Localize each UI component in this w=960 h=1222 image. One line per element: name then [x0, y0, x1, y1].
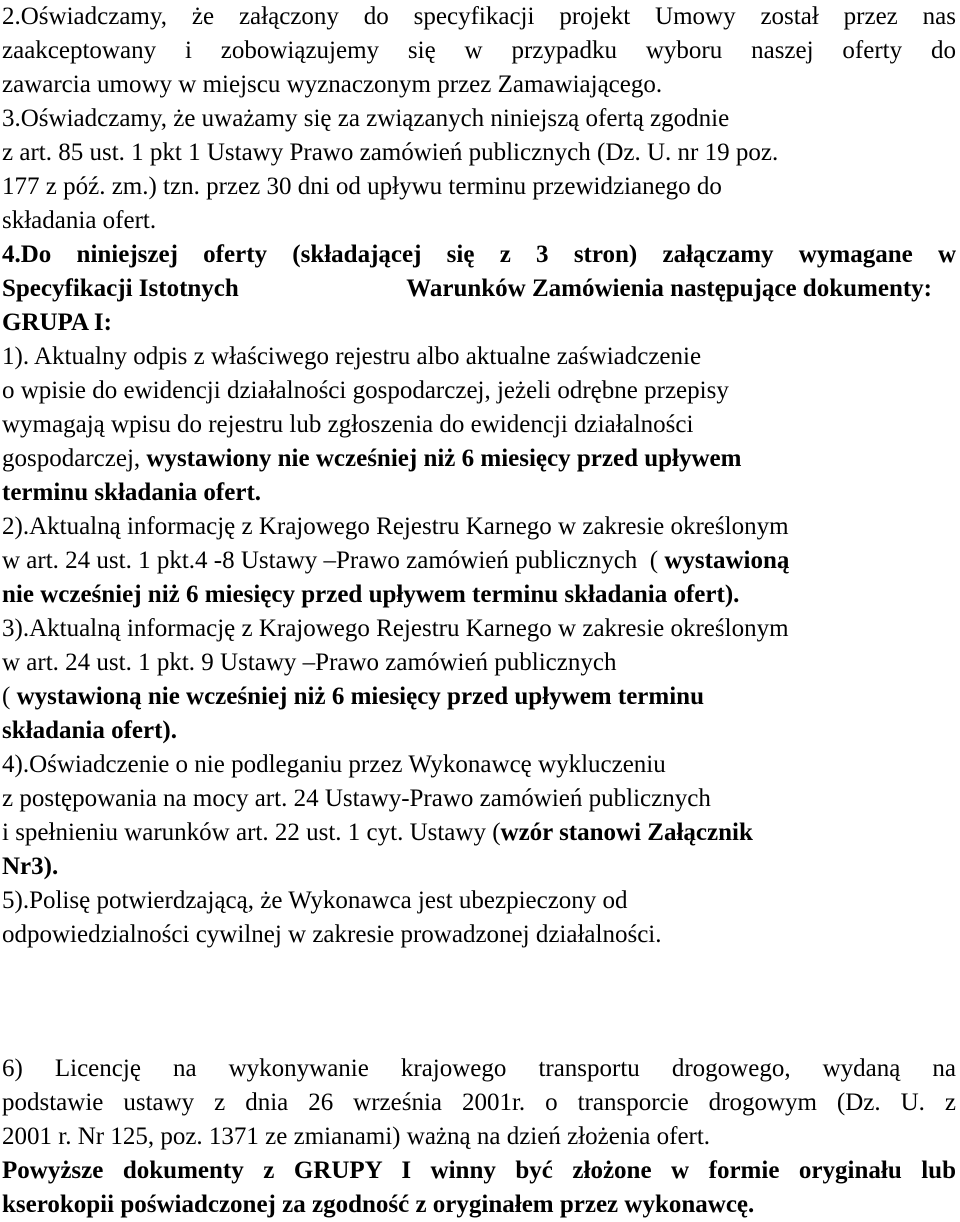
text-line: 5).Polisę potwierdzającą, że Wykonawca jest ubezpieczony od — [2, 887, 628, 914]
text-line: terminu składania ofert. — [2, 479, 262, 506]
spacer — [2, 952, 956, 1052]
text-line: kserokopii poświadczonej za zgodność z oryginałem przez wykonawcę. — [2, 1191, 755, 1218]
text-segment: Warunków Zamówienia następujące dokumenty: — [406, 275, 932, 302]
document-item-5 — [2, 884, 956, 952]
text-line: 2.Oświadczamy, że załączony do specyfikacji projekt Umowy został przez nas — [2, 3, 956, 30]
document-item-6 — [2, 1052, 956, 1154]
text-line: odpowiedzialności cywilnej w zakresie prowadzonej działalności. — [2, 921, 662, 948]
text-line: składania ofert. — [2, 207, 157, 234]
text-line: 3.Oświadczamy, że uważamy się za związanych niniejszą ofertą zgodnie — [2, 105, 730, 132]
text-line: 2).Aktualną informację z Krajowego Rejestru Karnego w zakresie określonym — [2, 513, 789, 540]
bold-segment: wystawioną nie wcześniej niż 6 miesięcy przed upływem terminu — [16, 683, 704, 710]
text-line: 4).Oświadczenie o nie podleganiu przez Wykonawcę wykluczeniu — [2, 751, 666, 778]
text-line: 3).Aktualną informację z Krajowego Rejestru Karnego w zakresie określonym — [2, 615, 789, 642]
text-line: z art. 85 ust. 1 pkt 1 Ustawy Prawo zamówień publicznych (Dz. U. nr 19 poz. — [2, 139, 779, 166]
text-line — [2, 816, 956, 850]
text-line: nie wcześniej niż 6 miesięcy przed upływem terminu składania ofert). — [2, 581, 740, 608]
text-line — [2, 544, 956, 578]
text-segment: gospodarczej, — [2, 445, 147, 472]
text-line: 1). Aktualny odpis z właściwego rejestru albo aktualne zaświadczenie — [2, 343, 702, 370]
text-line: zawarcia umowy w miejscu wyznaczonym przez Zamawiającego. — [2, 71, 663, 98]
text-line — [2, 680, 956, 714]
document-item-1 — [2, 340, 956, 510]
text-line: Powyższe dokumenty z GRUPY I winny być złożone w formie oryginału lub — [2, 1157, 956, 1184]
text-segment: ( — [2, 683, 17, 710]
document-item-4 — [2, 748, 956, 884]
text-line: o wpisie do ewidencji działalności gospodarczej, jeżeli odrębne przepisy — [2, 377, 729, 404]
text-segment: Specyfikacji Istotnych — [2, 275, 239, 302]
text-line: 177 z póź. zm.) tzn. przez 30 dni od upływu terminu przewidzianego do — [2, 173, 722, 200]
paragraph-2 — [2, 0, 956, 102]
text-line: Nr3). — [2, 853, 59, 880]
text-line: 2001 r. Nr 125, poz. 1371 ze zmianami) ważną na dzień złożenia ofert. — [2, 1123, 711, 1150]
text-line: składania ofert). — [2, 717, 177, 744]
paragraph-3 — [2, 102, 956, 238]
document-item-2 — [2, 510, 956, 612]
bold-segment: wystawiony nie wcześniej niż 6 miesięcy przed upływem — [146, 445, 742, 472]
text-line — [2, 272, 932, 306]
group-heading: GRUPA I: — [2, 309, 112, 336]
text-line — [2, 442, 956, 476]
text-line: 4.Do niniejszej oferty (składającej się z 3 stron) załączamy wymagane w — [2, 241, 956, 268]
text-line: podstawie ustawy z dnia 26 września 2001r. o transporcie drogowym (Dz. U. z — [2, 1089, 956, 1116]
text-segment: w art. 24 ust. 1 pkt.4 -8 Ustawy –Prawo zamówień publicznych ( — [2, 547, 665, 574]
text-line: w art. 24 ust. 1 pkt. 9 Ustawy –Prawo zamówień publicznych — [2, 649, 617, 676]
document-page — [2, 0, 956, 1222]
text-line: wymagają wpisu do rejestru lub zgłoszenia do ewidencji działalności — [2, 411, 694, 438]
text-segment: i spełnieniu warunków art. 22 ust. 1 cyt. Ustawy ( — [2, 819, 501, 846]
text-line: zaakceptowany i zobowiązujemy się w przypadku wyboru naszej oferty do — [2, 37, 956, 64]
bold-segment: wystawioną — [664, 547, 790, 574]
document-item-3 — [2, 612, 956, 748]
text-line: 6) Licencję na wykonywanie krajowego transportu drogowego, wydaną na — [2, 1055, 956, 1082]
closing-statement — [2, 1154, 956, 1222]
bold-segment: wzór stanowi Załącznik — [500, 819, 753, 846]
paragraph-4 — [2, 238, 956, 340]
text-line: z postępowania na mocy art. 24 Ustawy-Prawo zamówień publicznych — [2, 785, 711, 812]
